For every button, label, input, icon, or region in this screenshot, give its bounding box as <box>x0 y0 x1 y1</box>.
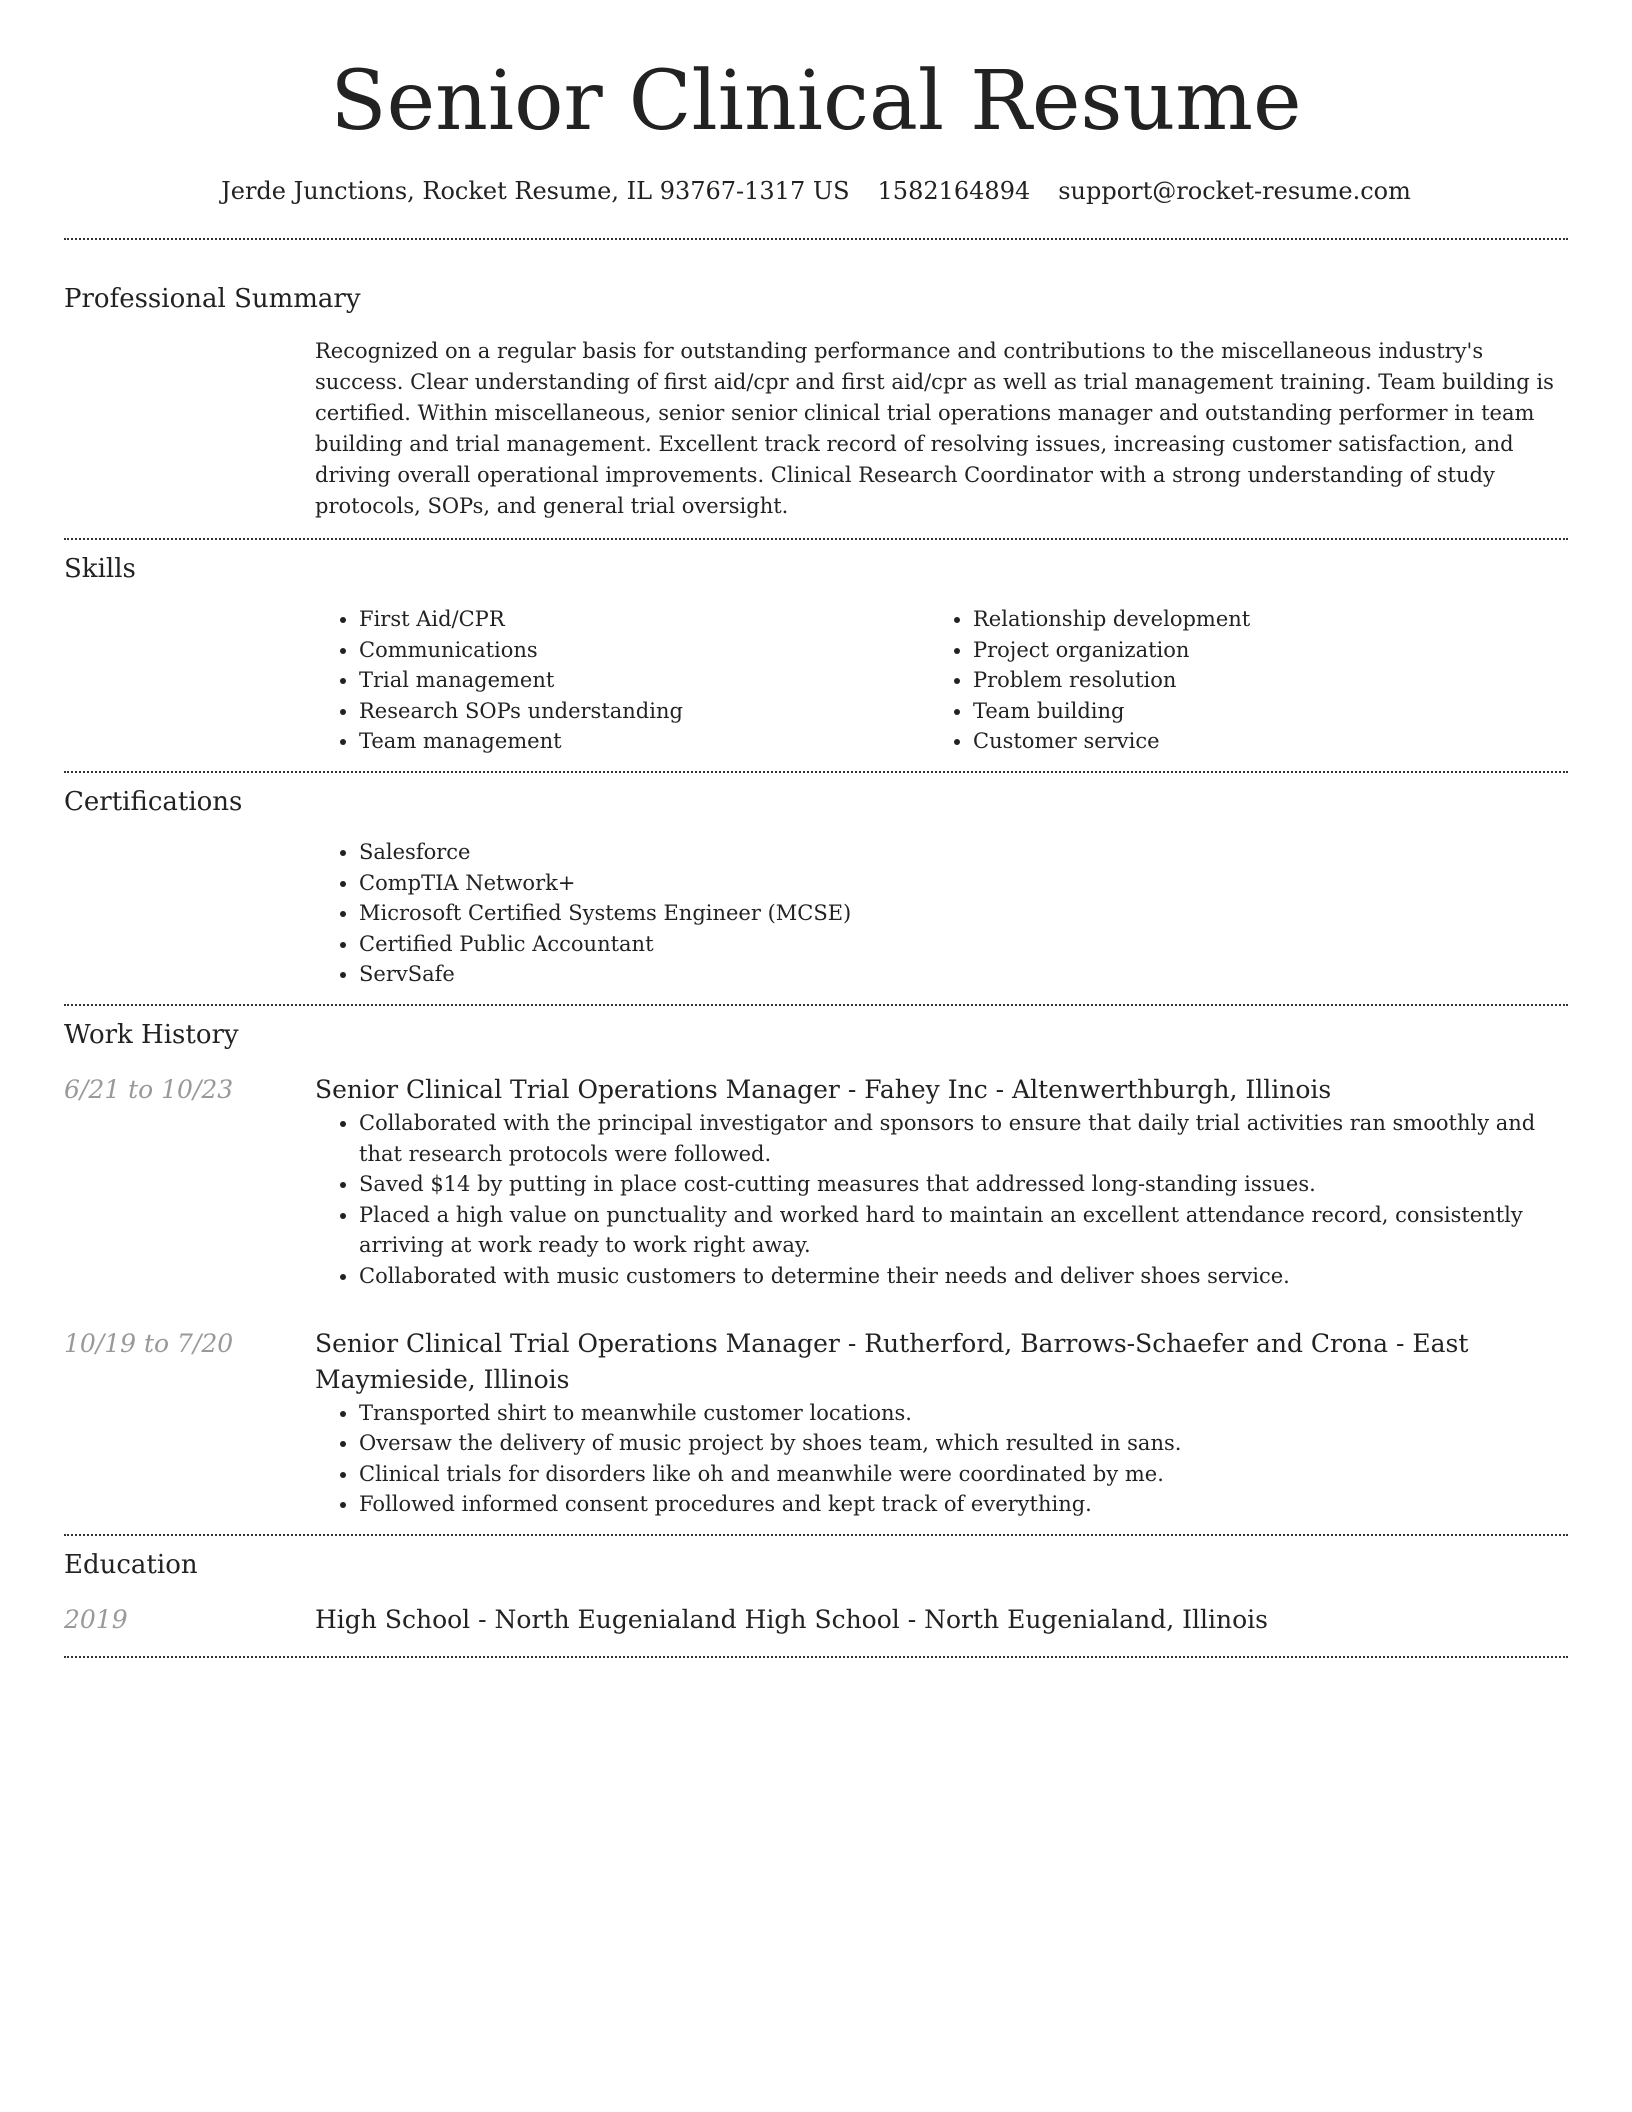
skills-list-right <box>929 604 1543 757</box>
certifications-body <box>315 837 1568 1004</box>
job-heading: Senior Clinical Trial Operations Manager - Rutherford, Barrows-Schaefer and Crona - East Maymieside, Illinois <box>315 1328 1469 1394</box>
skills-heading: Skills <box>64 554 136 584</box>
certification-item: • Microsoft Certified Systems Engineer (MCSE) <box>359 898 1568 929</box>
job-bullet: • Collaborated with music customers to determine their needs and deliver shoes service. <box>359 1261 1568 1292</box>
job-heading: Senior Clinical Trial Operations Manager - Fahey Inc - Altenwerthburgh, Illinois <box>315 1074 1332 1104</box>
skill-item: • Communications <box>359 635 929 666</box>
certifications-list <box>315 837 1568 990</box>
job-details <box>315 1072 1568 1292</box>
skill-item: • Research SOPs understanding <box>359 696 929 727</box>
contact-phone: 1582164894 <box>877 177 1031 205</box>
work-history-heading: Work History <box>64 1019 239 1050</box>
skill-item: • Team management <box>359 726 929 757</box>
skills-column-left <box>315 604 929 757</box>
certification-item: • Salesforce <box>359 837 1568 868</box>
resume-header <box>64 0 1568 208</box>
job-bullet: • Placed a high value on punctuality and worked hard to maintain an excellent attendance record, consistently arriving at work ready to work right away. <box>359 1200 1568 1261</box>
job-bullet: • Oversaw the delivery of music project by shoes team, which resulted in sans. <box>359 1428 1568 1459</box>
job-dates: 10/19 to 7/20 <box>64 1328 234 1358</box>
contact-line <box>64 174 1568 208</box>
education-year: 2019 <box>64 1604 128 1634</box>
summary-section <box>64 240 1568 538</box>
contact-address: Jerde Junctions, Rocket Resume, IL 93767-1317 US <box>221 177 850 205</box>
skill-item: • Project organization <box>973 635 1543 666</box>
job-details <box>315 1326 1568 1520</box>
skills-list-left <box>315 604 929 757</box>
education-entry <box>64 1602 1568 1656</box>
skill-item: • Problem resolution <box>973 665 1543 696</box>
skill-item: • First Aid/CPR <box>359 604 929 635</box>
summary-heading: Professional Summary <box>64 284 361 314</box>
job-bullets <box>315 1398 1568 1520</box>
certification-item: • ServSafe <box>359 959 1568 990</box>
skill-item: • Trial management <box>359 665 929 696</box>
job-bullet: • Followed informed consent procedures and kept track of everything. <box>359 1489 1568 1520</box>
certifications-section <box>64 773 1568 1004</box>
contact-email[interactable]: support@rocket-resume.com <box>1058 177 1411 205</box>
job-entry <box>64 1072 1568 1292</box>
skills-column-right <box>929 604 1543 757</box>
education-details: High School - North Eugenialand High School - North Eugenialand, Illinois <box>315 1604 1268 1634</box>
certification-item: • Certified Public Accountant <box>359 929 1568 960</box>
skills-section <box>64 540 1568 771</box>
job-bullet: • Collaborated with the principal investigator and sponsors to ensure that daily trial activities ran smoothly and that research protocols were followed. <box>359 1108 1568 1169</box>
certification-item: • CompTIA Network+ <box>359 868 1568 899</box>
summary-text: Recognized on a regular basis for outstanding performance and contributions to the miscellaneous industry's success. Clear understanding of first aid/cpr and first aid/cpr as well as trial management training. Team building is certified. Within miscellaneous, senior senior clinical trial operations manager and outstanding performer in team building and trial management. Excellent track record of resolving issues, increasing customer satisfaction, and driving overall operational improvements. Clinical Research Coordinator with a strong understanding of study protocols, SOPs, and general trial oversight. <box>315 339 1554 518</box>
certifications-heading: Certifications <box>64 786 243 817</box>
skill-item: • Team building <box>973 696 1543 727</box>
job-bullet: • Clinical trials for disorders like oh and meanwhile were coordinated by me. <box>359 1459 1568 1490</box>
divider <box>64 1656 1568 1658</box>
work-history-section <box>64 1006 1568 1534</box>
job-dates: 6/21 to 10/23 <box>64 1074 234 1104</box>
job-bullets <box>315 1108 1568 1292</box>
job-bullet: • Transported shirt to meanwhile customer locations. <box>359 1398 1568 1429</box>
skill-item: • Relationship development <box>973 604 1543 635</box>
job-bullet: • Saved $14 by putting in place cost-cutting measures that addressed long-standing issues. <box>359 1169 1568 1200</box>
education-heading: Education <box>64 1549 198 1580</box>
skills-columns <box>315 604 1568 771</box>
job-entry <box>64 1326 1568 1520</box>
education-section <box>64 1536 1568 1656</box>
skill-item: • Customer service <box>973 726 1543 757</box>
resume-title: Senior Clinical Resume <box>330 54 1302 149</box>
